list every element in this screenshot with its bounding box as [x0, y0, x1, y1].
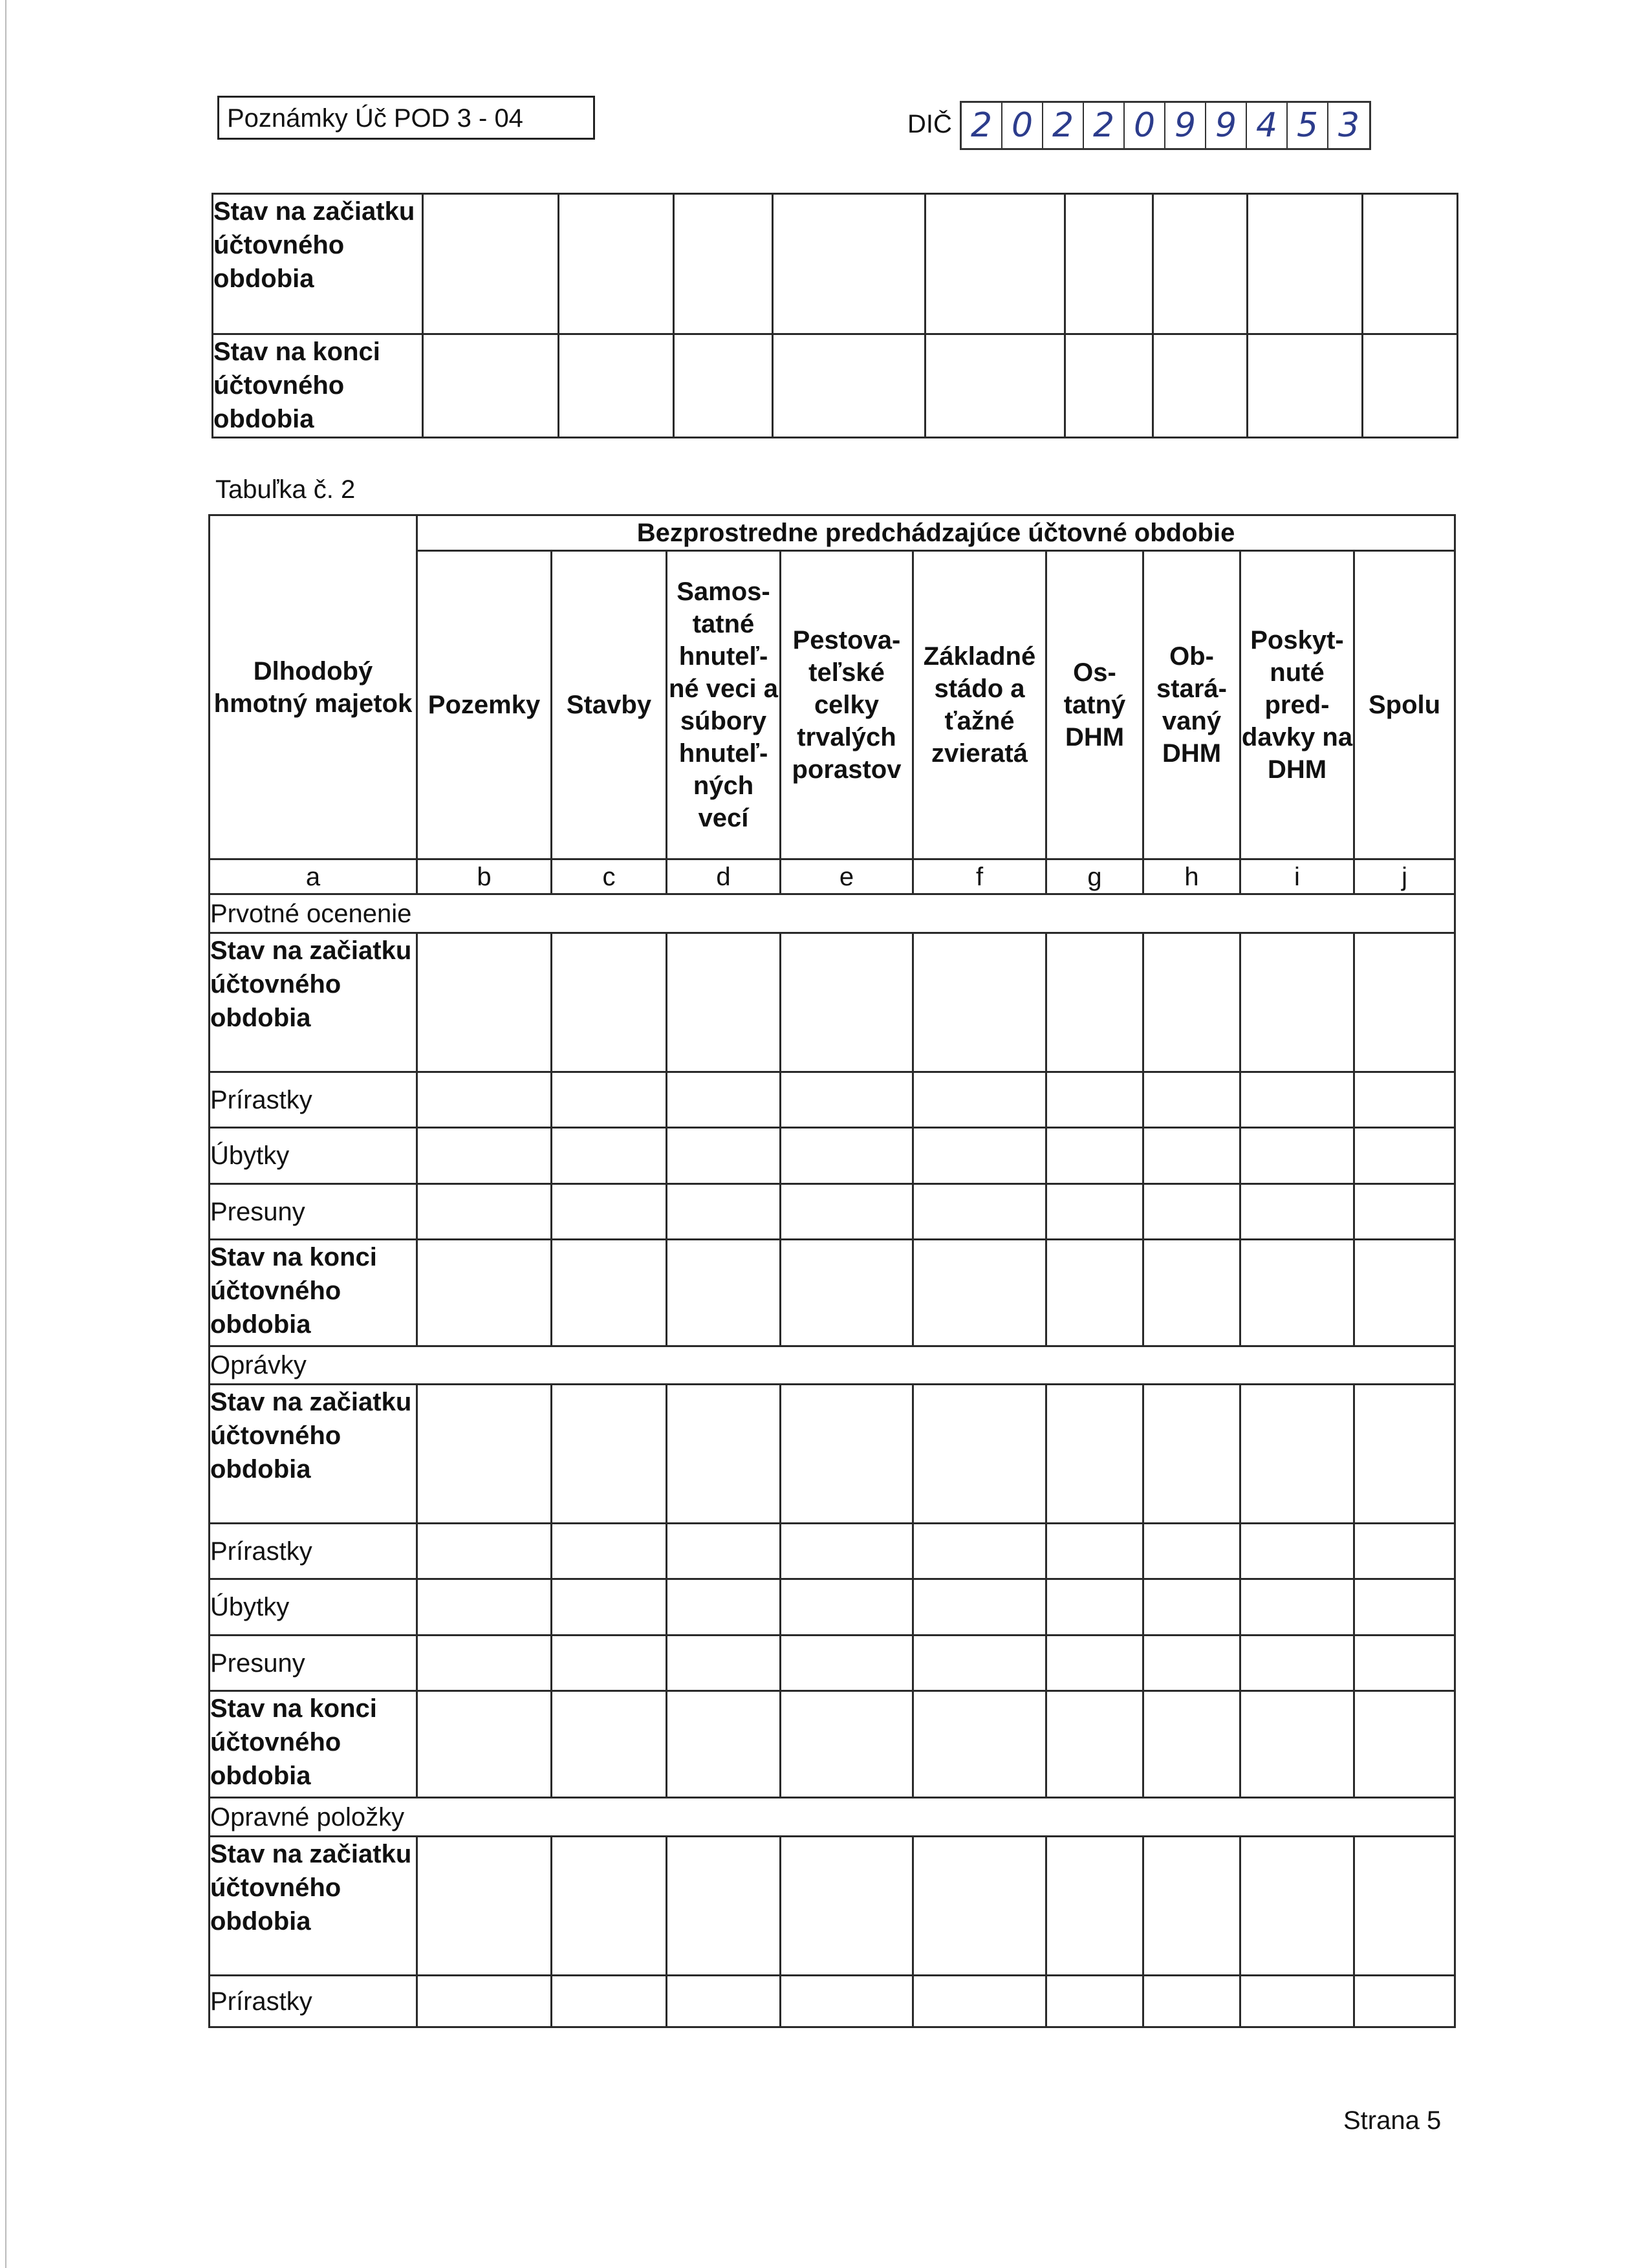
column-letter: f — [913, 859, 1046, 894]
value-cell[interactable] — [1143, 1636, 1240, 1691]
dic-digit: 9 — [1206, 103, 1247, 148]
value-cell[interactable] — [559, 334, 674, 438]
dic-digit: 2 — [1043, 103, 1084, 148]
value-cell[interactable] — [552, 1691, 667, 1798]
value-cell[interactable] — [417, 1976, 552, 2027]
column-header: Pozemky — [417, 551, 552, 859]
value-cell[interactable] — [913, 1385, 1046, 1524]
value-cell[interactable] — [552, 1385, 667, 1524]
value-cell[interactable] — [1240, 1636, 1354, 1691]
value-cell[interactable] — [781, 1385, 913, 1524]
value-cell[interactable] — [423, 194, 559, 334]
value-cell[interactable] — [1354, 1385, 1455, 1524]
value-cell[interactable] — [1363, 194, 1458, 334]
value-cell[interactable] — [1354, 1524, 1455, 1579]
column-header: Pestova- teľské celky trvalých porastov — [781, 551, 913, 859]
column-header: Samos- tatné hnuteľ- né veci a súbory hnuteľ- ných vecí — [667, 551, 781, 859]
column-letter: e — [781, 859, 913, 894]
column-letter: d — [667, 859, 781, 894]
value-cell[interactable] — [667, 1579, 781, 1636]
dic-digit: 5 — [1288, 103, 1328, 148]
value-cell[interactable] — [417, 1579, 552, 1636]
value-cell[interactable] — [1046, 1636, 1143, 1691]
value-cell[interactable] — [913, 1524, 1046, 1579]
dic-digit: 4 — [1247, 103, 1288, 148]
value-cell[interactable] — [674, 194, 773, 334]
value-cell[interactable] — [1046, 1837, 1143, 1976]
value-cell[interactable] — [773, 194, 926, 334]
column-header: Stavby — [552, 551, 667, 859]
value-cell[interactable] — [1354, 1837, 1455, 1976]
value-cell[interactable] — [1240, 1579, 1354, 1636]
value-cell[interactable] — [773, 334, 926, 438]
dic-label: DIČ — [907, 110, 952, 138]
value-cell[interactable] — [1248, 194, 1363, 334]
value-cell[interactable] — [1354, 1691, 1455, 1798]
value-cell[interactable] — [417, 1524, 552, 1579]
value-cell[interactable] — [1240, 933, 1354, 1072]
value-cell[interactable] — [1046, 1240, 1143, 1346]
column-letter: h — [1143, 859, 1240, 894]
value-cell[interactable] — [781, 1579, 913, 1636]
column-letter: a — [210, 859, 417, 894]
dic-field — [960, 101, 1371, 150]
value-cell[interactable] — [417, 1184, 552, 1240]
value-cell[interactable] — [1354, 1636, 1455, 1691]
value-cell[interactable] — [1153, 194, 1248, 334]
value-cell[interactable] — [674, 334, 773, 438]
dic-digit: 2 — [1084, 103, 1125, 148]
value-cell[interactable] — [667, 1837, 781, 1976]
section-row — [210, 894, 1455, 933]
dic-digit: 2 — [962, 103, 1002, 148]
column-header: Základné stádo a ťažné zvieratá — [913, 551, 1046, 859]
value-cell[interactable] — [417, 1240, 552, 1346]
dic-digit: 3 — [1337, 106, 1360, 145]
value-cell[interactable] — [1046, 933, 1143, 1072]
value-cell[interactable] — [1046, 1579, 1143, 1636]
row-label: Prírastky — [210, 1976, 417, 2027]
value-cell[interactable] — [1143, 1837, 1240, 1976]
column-letter: j — [1354, 859, 1455, 894]
value-cell[interactable] — [1240, 1128, 1354, 1184]
value-cell[interactable] — [1143, 1976, 1240, 2027]
value-cell[interactable] — [417, 1128, 552, 1184]
value-cell[interactable] — [552, 1240, 667, 1346]
column-letter: g — [1046, 859, 1143, 894]
table-row — [210, 1524, 1455, 1579]
column-letter: i — [1240, 859, 1354, 894]
value-cell[interactable] — [1143, 1128, 1240, 1184]
value-cell[interactable] — [1354, 1184, 1455, 1240]
row-label: Stav na začiatku účtovného obdobia — [210, 933, 417, 1072]
value-cell[interactable] — [552, 1837, 667, 1976]
value-cell[interactable] — [1354, 1976, 1455, 2027]
dic-digit: 0 — [1002, 103, 1043, 148]
table-row — [210, 933, 1455, 1072]
value-cell[interactable] — [667, 1072, 781, 1128]
value-cell[interactable] — [926, 194, 1065, 334]
value-cell[interactable] — [417, 1837, 552, 1976]
row-label: Stav na začiatku účtovného obdobia — [210, 1385, 417, 1524]
value-cell[interactable] — [1240, 1976, 1354, 2027]
column-header: Poskyt- nuté pred- davky na DHM — [1240, 551, 1354, 859]
value-cell[interactable] — [1240, 1691, 1354, 1798]
value-cell[interactable] — [1143, 1072, 1240, 1128]
value-cell[interactable] — [1065, 194, 1153, 334]
value-cell[interactable] — [552, 1128, 667, 1184]
value-cell[interactable] — [781, 933, 913, 1072]
value-cell[interactable] — [1143, 1579, 1240, 1636]
value-cell[interactable] — [1240, 1524, 1354, 1579]
value-cell[interactable] — [667, 1385, 781, 1524]
column-header: Spolu — [1354, 551, 1455, 859]
value-cell[interactable] — [913, 1691, 1046, 1798]
column-header: Ob- stará- vaný DHM — [1143, 551, 1240, 859]
value-cell[interactable] — [1143, 1184, 1240, 1240]
value-cell[interactable] — [1354, 933, 1455, 1072]
value-cell[interactable] — [781, 1636, 913, 1691]
value-cell[interactable] — [559, 194, 674, 334]
table-row — [210, 1128, 1455, 1184]
page-number: Strana 5 — [1343, 2106, 1442, 2135]
value-cell[interactable] — [913, 1976, 1046, 2027]
table-row — [210, 1184, 1455, 1240]
value-cell[interactable] — [1354, 1072, 1455, 1128]
value-cell[interactable] — [417, 1385, 552, 1524]
value-cell[interactable] — [1046, 1184, 1143, 1240]
section-title: Opravné položky — [210, 1798, 1455, 1837]
row-label: Úbytky — [210, 1579, 417, 1636]
top-table — [211, 193, 1458, 438]
value-cell[interactable] — [1046, 1524, 1143, 1579]
row-label: Presuny — [210, 1184, 417, 1240]
value-cell[interactable] — [781, 1691, 913, 1798]
value-cell[interactable] — [552, 1072, 667, 1128]
value-cell[interactable] — [667, 1976, 781, 2027]
value-cell[interactable] — [667, 1691, 781, 1798]
table-row — [210, 1837, 1455, 1976]
row-label: Presuny — [210, 1636, 417, 1691]
value-cell[interactable] — [552, 1524, 667, 1579]
value-cell[interactable] — [1240, 1240, 1354, 1346]
value-cell[interactable] — [667, 1636, 781, 1691]
table-row — [213, 334, 1458, 438]
row-label: Stav na konci účtovného obdobia — [210, 1240, 417, 1346]
value-cell[interactable] — [1143, 1240, 1240, 1346]
value-cell[interactable] — [552, 933, 667, 1072]
table-row — [210, 1636, 1455, 1691]
section-row — [210, 1798, 1455, 1837]
row-label: Prírastky — [210, 1072, 417, 1128]
table-2 — [208, 514, 1456, 2028]
column-header: Os- tatný DHM — [1046, 551, 1143, 859]
table-row — [210, 1240, 1455, 1346]
value-cell[interactable] — [417, 1072, 552, 1128]
value-cell[interactable] — [417, 933, 552, 1072]
value-cell[interactable] — [913, 933, 1046, 1072]
value-cell[interactable] — [1143, 1691, 1240, 1798]
value-cell[interactable] — [913, 1184, 1046, 1240]
value-cell[interactable] — [667, 1524, 781, 1579]
value-cell[interactable] — [1248, 334, 1363, 438]
column-letter: b — [417, 859, 552, 894]
value-cell[interactable] — [552, 1976, 667, 2027]
value-cell[interactable] — [1354, 1579, 1455, 1636]
value-cell[interactable] — [1240, 1385, 1354, 1524]
table-row — [210, 1691, 1455, 1798]
value-cell[interactable] — [781, 1976, 913, 2027]
letter-row — [210, 859, 1455, 894]
value-cell[interactable] — [1354, 1240, 1455, 1346]
value-cell[interactable] — [417, 1691, 552, 1798]
row-label: Stav na konci účtovného obdobia — [213, 334, 423, 438]
value-cell[interactable] — [1240, 1072, 1354, 1128]
value-cell[interactable] — [913, 1636, 1046, 1691]
value-cell[interactable] — [1046, 1691, 1143, 1798]
row-label: Prírastky — [210, 1524, 417, 1579]
value-cell[interactable] — [552, 1636, 667, 1691]
table-title: Tabuľka č. 2 — [215, 475, 356, 504]
table-row — [210, 1976, 1455, 2027]
value-cell[interactable] — [1143, 933, 1240, 1072]
column-header: Dlhodobý hmotný majetok — [210, 515, 417, 859]
value-cell[interactable] — [913, 1072, 1046, 1128]
dic-digit: 0 — [1125, 103, 1165, 148]
value-cell[interactable] — [417, 1636, 552, 1691]
row-label: Stav na začiatku účtovného obdobia — [210, 1837, 417, 1976]
column-letter: c — [552, 859, 667, 894]
row-label: Úbytky — [210, 1128, 417, 1184]
value-cell[interactable] — [1354, 1128, 1455, 1184]
value-cell[interactable] — [667, 933, 781, 1072]
section-title: Prvotné ocenenie — [210, 894, 1455, 933]
value-cell[interactable] — [552, 1184, 667, 1240]
value-cell[interactable] — [1240, 1837, 1354, 1976]
value-cell[interactable] — [913, 1579, 1046, 1636]
value-cell[interactable] — [667, 1184, 781, 1240]
row-label: Stav na konci účtovného obdobia — [210, 1691, 417, 1798]
table-row — [213, 194, 1458, 334]
row-label: Stav na začiatku účtovného obdobia — [213, 194, 423, 334]
form-label: Poznámky Úč POD 3 - 04 — [217, 96, 595, 140]
value-cell[interactable] — [781, 1184, 913, 1240]
scan-edge-line — [5, 0, 6, 2268]
value-cell[interactable] — [1046, 1976, 1143, 2027]
value-cell[interactable] — [667, 1240, 781, 1346]
value-cell[interactable] — [913, 1240, 1046, 1346]
value-cell[interactable] — [1046, 1072, 1143, 1128]
value-cell[interactable] — [926, 334, 1065, 438]
value-cell[interactable] — [1143, 1385, 1240, 1524]
value-cell[interactable] — [913, 1128, 1046, 1184]
value-cell[interactable] — [781, 1837, 913, 1976]
period-header: Bezprostredne predchádzajúce účtovné obdobie — [417, 515, 1455, 551]
value-cell[interactable] — [781, 1524, 913, 1579]
section-row — [210, 1346, 1455, 1385]
value-cell[interactable] — [667, 1128, 781, 1184]
table-row — [210, 1072, 1455, 1128]
value-cell[interactable] — [1363, 334, 1458, 438]
value-cell[interactable] — [1153, 334, 1248, 438]
table-row — [210, 1385, 1455, 1524]
value-cell[interactable] — [781, 1072, 913, 1128]
value-cell[interactable] — [913, 1837, 1046, 1976]
value-cell[interactable] — [1046, 1385, 1143, 1524]
value-cell[interactable] — [781, 1128, 913, 1184]
value-cell[interactable] — [1046, 1128, 1143, 1184]
value-cell[interactable] — [781, 1240, 913, 1346]
section-title: Oprávky — [210, 1346, 1455, 1385]
header-row — [210, 515, 1455, 551]
value-cell[interactable] — [1065, 334, 1153, 438]
table-row — [210, 1579, 1455, 1636]
value-cell[interactable] — [1240, 1184, 1354, 1240]
value-cell[interactable] — [423, 334, 559, 438]
value-cell[interactable] — [1143, 1524, 1240, 1579]
value-cell[interactable] — [552, 1579, 667, 1636]
dic-digit: 9 — [1165, 103, 1206, 148]
